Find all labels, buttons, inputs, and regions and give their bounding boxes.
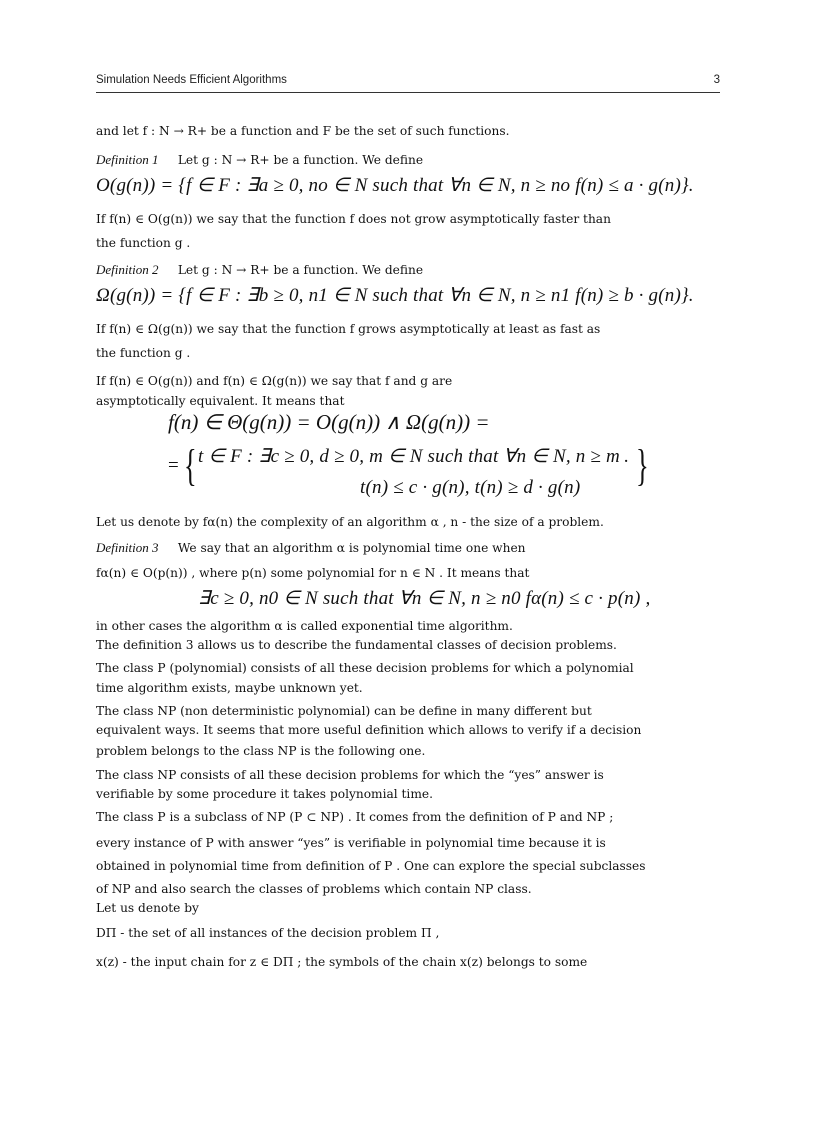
definition-label: Definition 1 bbox=[96, 152, 159, 167]
text-line: The class NP (non deterministic polynomial) can be define in many different but bbox=[96, 704, 592, 718]
text-line: DΠ - the set of all instances of the decision problem Π , bbox=[96, 926, 440, 940]
text-line: and let f : N → R+ be a function and F be the set of such functions. bbox=[96, 124, 510, 138]
text-line: Let us denote by fα(n) the complexity of an algorithm α , n - the size of a problem. bbox=[96, 515, 604, 529]
definition-text: Let g : N → R+ be a function. We define bbox=[177, 263, 424, 277]
text-line: Let us denote by bbox=[96, 901, 199, 915]
text-line: every instance of P with answer “yes” is verifiable in polynomial time because it is bbox=[96, 836, 606, 850]
formula-text: f(n) ∈ Θ(g(n)) = O(g(n)) ∧ Ω(g(n)) = bbox=[168, 410, 490, 434]
text-line: asymptotically equivalent. It means that bbox=[96, 394, 345, 408]
right-brace: } bbox=[636, 441, 649, 490]
text-line: The class P is a subclass of NP (P ⊂ NP) . It comes from the definition of P and NP ; bbox=[96, 810, 614, 824]
page-number: 3 bbox=[713, 74, 720, 86]
text-line: obtained in polynomial time from definition of P . One can explore the special subclasses bbox=[96, 859, 646, 873]
text-line: of NP and also search the classes of problems which contain NP class. bbox=[96, 882, 532, 896]
formula-o bbox=[96, 175, 720, 196]
formula-omega bbox=[96, 285, 720, 306]
formula-text: = bbox=[168, 455, 179, 476]
definition-text: Let g : N → R+ be a function. We define bbox=[177, 153, 424, 167]
text-line: The class P (polynomial) consists of all these decision problems for which a polynomial bbox=[96, 661, 634, 675]
header-title: Simulation Needs Efficient Algorithms bbox=[96, 74, 287, 86]
text-line: If f(n) ∈ O(g(n)) we say that the function f does not grow asymptotically faster than bbox=[96, 212, 611, 226]
formula-text: . bbox=[623, 446, 629, 467]
definition-label: Definition 3 bbox=[96, 540, 159, 555]
formula-text: t ∈ F : ∃c ≥ 0, d ≥ 0, m ∈ N such that ∀n ∈ N, n ≥ m bbox=[198, 446, 620, 467]
formula-text: t(n) ≤ c · g(n), t(n) ≥ d · g(n) bbox=[360, 477, 581, 498]
formula-text: O(g(n)) = {f ∈ F : ∃a ≥ 0, no ∈ N such that ∀n ∈ N, n ≥ no f(n) ≤ a · g(n)}. bbox=[96, 175, 694, 196]
text-line: If f(n) ∈ Ω(g(n)) we say that the function f grows asymptotically at least as fast as bbox=[96, 322, 601, 336]
text-line: The definition 3 allows us to describe the fundamental classes of decision problems. bbox=[96, 638, 617, 652]
text-line: verifiable by some procedure it takes polynomial time. bbox=[96, 787, 433, 801]
formula-text: Ω(g(n)) = {f ∈ F : ∃b ≥ 0, n1 ∈ N such that ∀n ∈ N, n ≥ n1 f(n) ≥ b · g(n)}. bbox=[96, 285, 694, 306]
text-line: fα(n) ∈ O(p(n)) , where p(n) some polynomial for n ∈ N . It means that bbox=[96, 566, 530, 580]
text-line: problem belongs to the class NP is the following one. bbox=[96, 744, 426, 758]
running-header bbox=[96, 72, 720, 93]
text-line: equivalent ways. It seems that more useful definition which allows to verify if a decision bbox=[96, 723, 642, 737]
formula-polynomial bbox=[198, 588, 718, 609]
set-definition-row-1 bbox=[198, 446, 668, 467]
text-line: in other cases the algorithm α is called exponential time algorithm. bbox=[96, 619, 513, 633]
set-definition-row-2 bbox=[360, 477, 660, 498]
text-line: the function g . bbox=[96, 346, 191, 360]
text-line: the function g . bbox=[96, 236, 191, 250]
definition-text: We say that an algorithm α is polynomial time one when bbox=[177, 541, 526, 555]
definition-label: Definition 2 bbox=[96, 262, 159, 277]
definition-2-line bbox=[96, 262, 720, 278]
text-line: If f(n) ∈ O(g(n)) and f(n) ∈ Ω(g(n)) we say that f and g are bbox=[96, 374, 453, 388]
formula-text: ∃c ≥ 0, n0 ∈ N such that ∀n ∈ N, n ≥ n0 fα(n) ≤ c · p(n) , bbox=[198, 588, 651, 609]
text-line: time algorithm exists, maybe unknown yet. bbox=[96, 681, 363, 695]
left-brace: { bbox=[184, 441, 197, 490]
text-line: The class NP consists of all these decision problems for which the “yes” answer is bbox=[96, 768, 604, 782]
formula-theta bbox=[168, 410, 728, 434]
definition-1-line bbox=[96, 152, 720, 168]
text-line: x(z) - the input chain for z ∈ DΠ ; the symbols of the chain x(z) belongs to some bbox=[96, 955, 588, 969]
definition-3-line bbox=[96, 540, 720, 556]
